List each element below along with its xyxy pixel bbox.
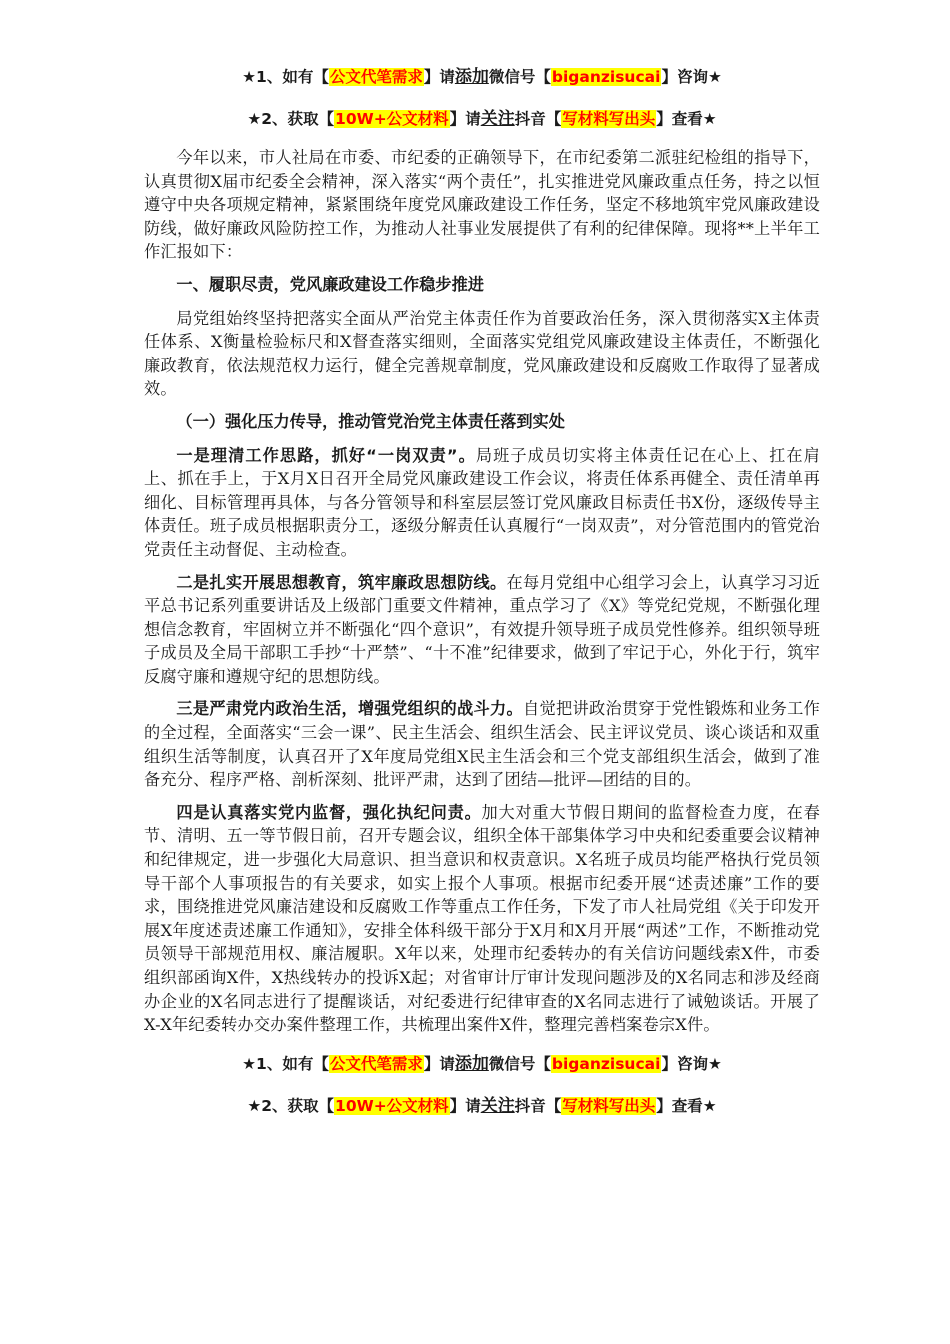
banner-text: ★1、如有【: [242, 68, 329, 86]
underlined-follow: 关注: [480, 109, 515, 129]
banner-text: 】咨询★: [661, 1054, 722, 1073]
banner-text: 】请: [449, 1096, 481, 1115]
item-paragraph-4: [144, 801, 820, 1037]
item-paragraph-1: [144, 444, 820, 562]
underlined-follow: 关注: [480, 1095, 515, 1116]
highlight-ghostwriting: 公文代笔需求: [329, 1054, 423, 1073]
banner-text: 】请: [423, 1054, 455, 1073]
promo-banner-douyin: [144, 106, 820, 132]
item-lead: 二是扎实开展思想教育，筑牢廉政思想防线。: [176, 572, 507, 592]
section-heading-1: 一、履职尽责，党风廉政建设工作稳步推进: [176, 274, 484, 294]
item-text: 在每月党组中心组学习会上，认真学习习近平总书记系列重要讲话及上级部门重要文件精神，重点学习了《X》等党纪党规，不断强化理想信念教育，牢固树立并不断强化“四个意识”，有效提升领导班子成员党性修养。组织领导班子成员及全局干部职工手抄“十严禁”、“十不准”纪律要求，做到了牢记于心，外化于行，筑牢反腐守廉和遵规守纪的思想防线。: [144, 572, 820, 686]
banner-text: 】查看★: [656, 1096, 717, 1115]
banner-text: ★1、如有【: [242, 1054, 329, 1073]
subsection-heading-1: （一）强化压力传导，推动管党治党主体责任落到实处: [176, 411, 565, 431]
banner-text: 抖音【: [514, 1096, 562, 1115]
item-text: 局班子成员切实将主体责任记在心上、扛在肩上、抓在手上，于X月X日召开全局党风廉政建设工作会议，将责任体系再健全、责任清单再细化、目标管理再具体，与各分管领导和科室层层签订党风廉政目标责任书X份，逐级传导主体责任。班子成员根据职责分工，逐级分解责任认真履行“一岗双责”，对分管范围内的管党治党责任主动督促、主动检查。: [144, 445, 820, 559]
highlight-douyin-id: 写材料写出头: [562, 1096, 656, 1115]
top-banners: [144, 64, 820, 132]
banner-text: 微信号【: [488, 68, 551, 86]
banner-text: ★2、获取【: [247, 110, 335, 128]
intro-paragraph: 今年以来，市人社局在市委、市纪委的正确领导下，在市纪委第二派驻纪检组的指导下，认真贯彻X届市纪委全会精神，深入落实“两个责任”，扎实推进党风廉政重点任务，持之以恒遵守中央各项规定精神，紧紧围绕年度党风廉政建设工作任务，坚定不移地筑牢党风廉政建设防线，做好廉政风险防控工作，为推动人社事业发展提供了有利的纪律保障。现将**上半年工作汇报如下：: [144, 148, 820, 262]
item-lead: 四是认真落实党内监督，强化执纪问责。: [176, 802, 482, 822]
document-page: [144, 64, 820, 1119]
banner-text: 】咨询★: [661, 68, 722, 86]
item-lead: 一是理清工作思路，抓好“一岗双责”。: [176, 445, 476, 465]
highlight-ghostwriting: 公文代笔需求: [329, 68, 423, 86]
promo-banner-douyin-footer: [144, 1093, 820, 1119]
section-1-body: 局党组始终坚持把落实全面从严治党主体责任作为首要政治任务，深入贯彻落实X主体责任体系、X衡量检验标尺和X督查落实细则，全面落实党组党风廉政建设主体责任，不断强化廉政教育，依法规范权力运行，健全完善规章制度，党风廉政建设和反腐败工作取得了显著成效。: [144, 308, 820, 399]
highlight-materials: 10W+公文材料: [335, 1096, 449, 1115]
highlight-materials: 10W+公文材料: [335, 110, 449, 128]
bottom-banners: [144, 1051, 820, 1119]
banner-text: 】请: [423, 68, 455, 86]
banner-text: 微信号【: [488, 1054, 551, 1073]
promo-banner-wechat-footer: [144, 1051, 820, 1077]
item-paragraph-2: [144, 571, 820, 689]
item-text: 自觉把讲政治贯穿于党性锻炼和业务工作的全过程，全面落实“三会一课”、民主生活会、组织生活会、民主评议党员、谈心谈话和双重组织生活等制度，认真召开了X年度局党组X民主生活会和三个党支部组织生活会，做到了准备充分、程序严格、剖析深刻、批评严肃，达到了团结—批评—团结的目的。: [144, 699, 820, 790]
highlight-douyin-id: 写材料写出头: [562, 110, 656, 128]
banner-text: ★2、获取【: [247, 1096, 335, 1115]
highlight-wechat-id: biganzisucai: [551, 68, 661, 86]
highlight-wechat-id: biganzisucai: [551, 1054, 661, 1073]
underlined-add: 添加: [454, 1053, 489, 1074]
item-paragraph-3: [144, 697, 820, 791]
underlined-add: 添加: [454, 67, 489, 87]
item-text: 加大对重大节假日期间的监督检查力度，在春节、清明、五一等节假日前，召开专题会议，组织全体干部集体学习中央和纪委重要会议精神和纪律规定，进一步强化大局意识、担当意识和权责意识。X名班子成员均能严格执行党员领导干部个人事项报告的有关要求，如实上报个人事项。根据市纪委开展“述责述廉”工作的要求，围绕推进党风廉洁建设和反腐败工作等重点工作任务，下发了市人社局党组《关于印发开展X年度述责述廉工作通知》，安排全体科级干部分于X月和X月开展“两述”工作，不断推动党员领导干部规范用权、廉洁履职。X年以来，处理市纪委转办的有关信访问题线索X件，市委组织部函询X件，X热线转办的投诉X起；对省审计厅审计发现问题涉及的X名同志和涉及经商办企业的X名同志进行了提醒谈话，对纪委进行纪律审查的X名同志进行了诫勉谈话。开展了X-X年纪委转办交办案件整理工作，共梳理出案件X件，整理完善档案卷宗X件。: [144, 802, 820, 1035]
banner-text: 抖音【: [514, 110, 562, 128]
item-lead: 三是严肃党内政治生活，增强党组织的战斗力。: [176, 699, 524, 719]
promo-banner-wechat: [144, 64, 820, 90]
banner-text: 】请: [449, 110, 481, 128]
banner-text: 】查看★: [656, 110, 717, 128]
